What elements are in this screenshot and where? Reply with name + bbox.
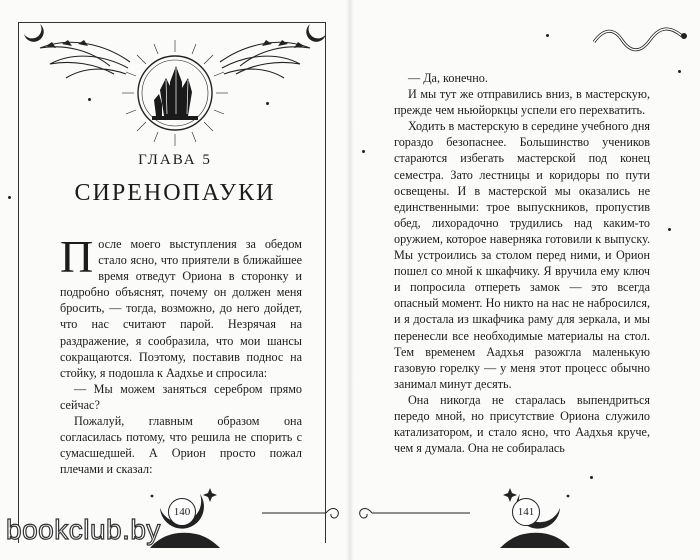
paragraph: — Да, конечно. [408, 71, 488, 85]
crystal-emblem-icon [120, 38, 230, 148]
watermark: bookclub.by [6, 514, 161, 545]
page-number: 140 [168, 498, 196, 526]
right-body-text [394, 70, 650, 456]
snake-icon [590, 20, 690, 60]
star-icon [678, 70, 681, 73]
paragraph: Пожалуй, главным образом она согласилась потому, что решила не спорить с сумасшедшей. А Орион просто пожал плечами и сказал: [60, 414, 302, 477]
star-icon [590, 476, 593, 479]
star-icon [362, 150, 365, 153]
star-icon [88, 98, 91, 101]
left-body-text [60, 231, 302, 477]
star-icon [8, 196, 11, 199]
chapter-number: ГЛАВА 5 [138, 152, 212, 168]
chapter-title: СИРЕНОПАУКИ [74, 180, 276, 206]
paragraph: Она никогда не старалась выпендриться передо мной, но присутствие Ориона служило катализатором, и стало ясно, что Аадхья круче, чем я думала. Она не собиралась [394, 392, 650, 456]
paragraph: Ходить в мастерскую в середине учебного дня гораздо безопаснее. Большинство учеников стараются избегать мастерской под конец семестра. Зато лестницы и коридоры по пути освещены. И в мастерской мы оказались не единственными: трое выпускников, пропустив обед, лихорадочно трудились над каким-то оружием, которое наверняка готовили к выпуску. Мы устроились за столом перед ними, и Орион пошел со мной к шкафчику. Я вручила ему ключ и попросила отпереть замок — это всегда опасный момент. Но никто на нас не набросился, и я достала из шкафчика раму для зеркала, и мы перенесли все необходимые материалы на стол. Тем временем Аадхья разожгла маленькую газовую горелку — у меня этот процесс обычно занимал минут десять. [394, 119, 650, 391]
scroll-ornament [262, 506, 348, 520]
book-gutter [346, 0, 354, 560]
drop-cap: П [60, 231, 94, 282]
right-page [350, 0, 700, 560]
scroll-ornament [350, 506, 470, 520]
star-icon [668, 228, 671, 231]
paragraph: После моего выступления за обедом стало ясно, что приятели в ближайшее время отведут Ориона в сторонку и подробно объяснят, почему он должен меня бросить, — тогда, возможно, до него дойдет, что нас считают парой. Незрячая на раздражение, я сообразила, что мои шансы сокращаются. Поэтому, поставив поднос на стойку, я подошла к Аадхье и спросила: [60, 231, 302, 380]
page-number: 141 [512, 498, 540, 526]
paragraph: — Мы можем заняться серебром прямо сейчас? [60, 381, 302, 412]
paragraph: И мы тут же отправились вниз, в мастерскую, прежде чем ньюйоркцы успели его перехватить. [394, 87, 650, 118]
star-icon [546, 34, 549, 37]
star-icon [266, 102, 269, 105]
